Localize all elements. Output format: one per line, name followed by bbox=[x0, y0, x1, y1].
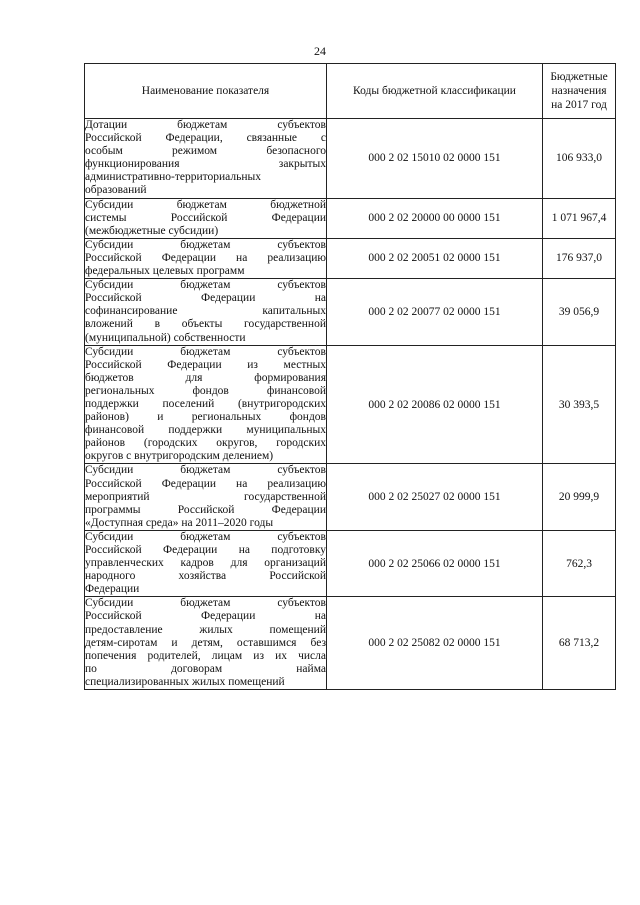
indicator-name-line: Субсидии бюджетам субъектов bbox=[85, 279, 326, 292]
indicator-name-line: народного хозяйства Российской bbox=[85, 570, 326, 583]
indicator-name-cell bbox=[85, 198, 327, 238]
indicator-name-cell bbox=[85, 464, 327, 530]
indicator-name-line: системы Российской Федерации bbox=[85, 211, 326, 224]
table-row bbox=[85, 464, 616, 530]
indicator-name-line: поддержки поселений (внутригородских bbox=[85, 397, 326, 410]
budget-amount-cell: 762,3 bbox=[543, 530, 616, 596]
page-number: 24 bbox=[314, 44, 326, 58]
budget-code-cell: 000 2 02 25027 02 0000 151 bbox=[327, 464, 543, 530]
budget-amount-cell: 39 056,9 bbox=[543, 279, 616, 345]
indicator-name-cell bbox=[85, 279, 327, 345]
indicator-name-line: Федерации bbox=[85, 583, 140, 596]
indicator-name-line: предоставление жилых помещений bbox=[85, 623, 326, 636]
table-row bbox=[85, 530, 616, 596]
indicator-name-line: финансовой поддержки муниципальных bbox=[85, 424, 326, 437]
indicator-name-line: Субсидии бюджетам субъектов bbox=[85, 597, 326, 610]
table-row bbox=[85, 198, 616, 238]
budget-amount-cell: 106 933,0 bbox=[543, 119, 616, 199]
indicator-name-line: районов (городских округов, городских bbox=[85, 437, 326, 450]
indicator-name-line: Субсидии бюджетам бюджетной bbox=[85, 198, 326, 211]
header-amount-line: Бюджетные bbox=[550, 71, 608, 83]
budget-amount-cell: 1 071 967,4 bbox=[543, 198, 616, 238]
indicator-name-line: Российской Федерации из местных bbox=[85, 358, 326, 371]
budget-table bbox=[84, 63, 616, 690]
indicator-name-line: Российской Федерации на подготовку bbox=[85, 544, 326, 556]
indicator-name-line: административно-территориальных bbox=[85, 171, 261, 184]
budget-code-cell: 000 2 02 20051 02 0000 151 bbox=[327, 238, 543, 278]
indicator-name-line: Российской Федерации на реализацию bbox=[85, 251, 326, 264]
table-row bbox=[85, 119, 616, 199]
budget-code-cell: 000 2 02 20086 02 0000 151 bbox=[327, 345, 543, 464]
indicator-name-line: управленческих кадров для организаций bbox=[85, 557, 326, 570]
indicator-name-line: особым режимом безопасного bbox=[85, 145, 326, 158]
header-name: Наименование показателя bbox=[85, 64, 327, 119]
indicator-name-line: Российской Федерации на bbox=[85, 610, 326, 623]
indicator-name-line: софинансирование капитальных bbox=[85, 305, 326, 318]
table-row bbox=[85, 238, 616, 278]
header-code: Коды бюджетной классификации bbox=[327, 64, 543, 119]
indicator-name-line: Российской Федерации, связанные с bbox=[85, 132, 326, 145]
indicator-name-line: Субсидии бюджетам субъектов bbox=[85, 345, 326, 358]
indicator-name-cell bbox=[85, 119, 327, 199]
header-amount bbox=[543, 64, 616, 119]
table-row bbox=[85, 597, 616, 690]
indicator-name-line: детям-сиротам и детям, оставшимся без bbox=[85, 636, 326, 649]
table-header-row bbox=[85, 64, 616, 119]
indicator-name-cell bbox=[85, 345, 327, 464]
budget-code-cell: 000 2 02 20000 00 0000 151 bbox=[327, 198, 543, 238]
indicator-name-line: по договорам найма bbox=[85, 662, 326, 675]
indicator-name-line: функционирования закрытых bbox=[85, 158, 326, 171]
header-amount-line: на 2017 год bbox=[551, 99, 607, 111]
table-row bbox=[85, 279, 616, 345]
budget-code-cell: 000 2 02 25082 02 0000 151 bbox=[327, 597, 543, 690]
indicator-name-line: «Доступная среда» на 2011–2020 годы bbox=[85, 516, 274, 529]
budget-amount-cell: 20 999,9 bbox=[543, 464, 616, 530]
budget-code-cell: 000 2 02 25066 02 0000 151 bbox=[327, 530, 543, 596]
indicator-name-line: бюджетов для формирования bbox=[85, 371, 326, 384]
indicator-name-line: Российской Федерации на реализацию bbox=[85, 477, 326, 490]
indicator-name-line: образований bbox=[85, 184, 147, 197]
budget-code-cell: 000 2 02 15010 02 0000 151 bbox=[327, 119, 543, 199]
indicator-name-cell bbox=[85, 597, 327, 690]
indicator-name-line: попечения родителей, лицам из их числа bbox=[85, 649, 326, 662]
header-amount-line: назначения bbox=[551, 85, 607, 97]
indicator-name-line: программы Российской Федерации bbox=[85, 503, 326, 516]
indicator-name-line: районов) и региональных фондов bbox=[85, 411, 326, 424]
indicator-name-line: Субсидии бюджетам субъектов bbox=[85, 530, 326, 543]
table-row bbox=[85, 345, 616, 464]
indicator-name-line: Субсидии бюджетам субъектов bbox=[85, 238, 326, 251]
indicator-name-line: (межбюджетные субсидии) bbox=[85, 224, 219, 237]
budget-code-cell: 000 2 02 20077 02 0000 151 bbox=[327, 279, 543, 345]
budget-amount-cell: 30 393,5 bbox=[543, 345, 616, 464]
indicator-name-line: мероприятий государственной bbox=[85, 490, 326, 503]
indicator-name-cell bbox=[85, 530, 327, 596]
indicator-name-line: региональных фондов финансовой bbox=[85, 384, 326, 397]
indicator-name-line: вложений в объекты государственной bbox=[85, 318, 326, 331]
indicator-name-line: округов с внутригородским делением) bbox=[85, 450, 274, 463]
indicator-name-line: Дотации бюджетам субъектов bbox=[85, 119, 326, 131]
indicator-name-line: специализированных жилых помещений bbox=[85, 675, 285, 688]
budget-amount-cell: 176 937,0 bbox=[543, 238, 616, 278]
indicator-name-cell bbox=[85, 238, 327, 278]
indicator-name-line: Субсидии бюджетам субъектов bbox=[85, 464, 326, 477]
indicator-name-line: Российской Федерации на bbox=[85, 292, 326, 305]
indicator-name-line: (муниципальной) собственности bbox=[85, 331, 246, 344]
budget-amount-cell: 68 713,2 bbox=[543, 597, 616, 690]
indicator-name-line: федеральных целевых программ bbox=[85, 265, 245, 278]
